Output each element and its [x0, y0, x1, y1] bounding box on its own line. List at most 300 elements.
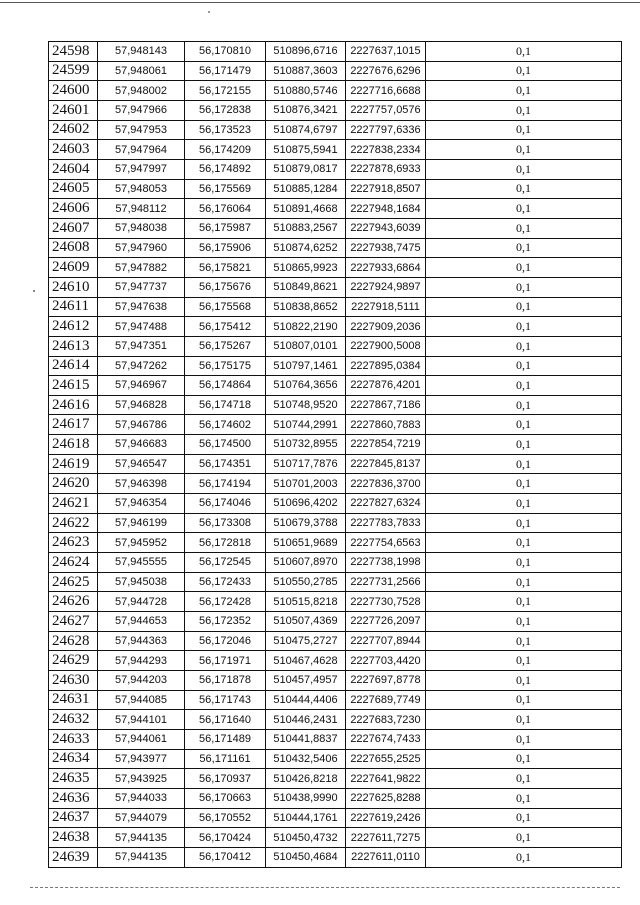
y-coordinate-cell: 2227895,0384 [346, 356, 426, 376]
y-coordinate-cell: 2227918,5111 [346, 297, 426, 317]
latitude-cell: 57,943977 [98, 749, 185, 769]
longitude-cell: 56,172352 [185, 612, 266, 632]
x-coordinate-cell: 510450,4732 [266, 828, 346, 848]
accuracy-cell: 0,1 [426, 494, 622, 514]
longitude-cell: 56,172545 [185, 553, 266, 573]
table-row [49, 199, 622, 219]
point-id-cell: 24615 [49, 376, 98, 396]
table-row [49, 769, 622, 789]
longitude-cell: 56,174718 [185, 395, 266, 415]
x-coordinate-cell: 510457,4957 [266, 671, 346, 691]
latitude-cell: 57,945952 [98, 533, 185, 553]
x-coordinate-cell: 510879,0817 [266, 159, 346, 179]
table-row [49, 808, 622, 828]
table-row [49, 454, 622, 474]
accuracy-cell: 0,1 [426, 808, 622, 828]
accuracy-cell: 0,1 [426, 159, 622, 179]
accuracy-cell: 0,1 [426, 828, 622, 848]
point-id-cell: 24611 [49, 297, 98, 317]
longitude-cell: 56,170663 [185, 788, 266, 808]
point-id-cell: 24609 [49, 258, 98, 278]
x-coordinate-cell: 510467,4628 [266, 651, 346, 671]
y-coordinate-cell: 2227655,2525 [346, 749, 426, 769]
longitude-cell: 56,175987 [185, 218, 266, 238]
longitude-cell: 56,171489 [185, 729, 266, 749]
longitude-cell: 56,175412 [185, 317, 266, 337]
y-coordinate-cell: 2227933,6864 [346, 258, 426, 278]
accuracy-cell: 0,1 [426, 120, 622, 140]
latitude-cell: 57,948038 [98, 218, 185, 238]
latitude-cell: 57,944293 [98, 651, 185, 671]
point-id-cell: 24628 [49, 631, 98, 651]
accuracy-cell: 0,1 [426, 513, 622, 533]
x-coordinate-cell: 510515,8218 [266, 592, 346, 612]
table-row [49, 317, 622, 337]
x-coordinate-cell: 510438,9990 [266, 788, 346, 808]
accuracy-cell: 0,1 [426, 199, 622, 219]
accuracy-cell: 0,1 [426, 769, 622, 789]
latitude-cell: 57,943925 [98, 769, 185, 789]
accuracy-cell: 0,1 [426, 140, 622, 160]
accuracy-cell: 0,1 [426, 297, 622, 317]
y-coordinate-cell: 2227611,0110 [346, 847, 426, 867]
point-id-cell: 24629 [49, 651, 98, 671]
table-row [49, 435, 622, 455]
accuracy-cell: 0,1 [426, 572, 622, 592]
latitude-cell: 57,944033 [98, 788, 185, 808]
latitude-cell: 57,946786 [98, 415, 185, 435]
latitude-cell: 57,944135 [98, 828, 185, 848]
point-id-cell: 24625 [49, 572, 98, 592]
table-row [49, 828, 622, 848]
latitude-cell: 57,948143 [98, 42, 185, 62]
table-row [49, 238, 622, 258]
point-id-cell: 24635 [49, 769, 98, 789]
y-coordinate-cell: 2227845,8137 [346, 454, 426, 474]
y-coordinate-cell: 2227674,7433 [346, 729, 426, 749]
x-coordinate-cell: 510875,5941 [266, 140, 346, 160]
longitude-cell: 56,172818 [185, 533, 266, 553]
longitude-cell: 56,171878 [185, 671, 266, 691]
x-coordinate-cell: 510717,7876 [266, 454, 346, 474]
accuracy-cell: 0,1 [426, 42, 622, 62]
latitude-cell: 57,944363 [98, 631, 185, 651]
accuracy-cell: 0,1 [426, 179, 622, 199]
accuracy-cell: 0,1 [426, 729, 622, 749]
accuracy-cell: 0,1 [426, 376, 622, 396]
x-coordinate-cell: 510849,8621 [266, 277, 346, 297]
table-row [49, 631, 622, 651]
accuracy-cell: 0,1 [426, 788, 622, 808]
y-coordinate-cell: 2227918,8507 [346, 179, 426, 199]
point-id-cell: 24610 [49, 277, 98, 297]
accuracy-cell: 0,1 [426, 218, 622, 238]
table-row [49, 218, 622, 238]
longitude-cell: 56,174351 [185, 454, 266, 474]
x-coordinate-cell: 510679,3788 [266, 513, 346, 533]
accuracy-cell: 0,1 [426, 651, 622, 671]
accuracy-cell: 0,1 [426, 356, 622, 376]
latitude-cell: 57,947351 [98, 336, 185, 356]
x-coordinate-cell: 510807,0101 [266, 336, 346, 356]
longitude-cell: 56,170810 [185, 42, 266, 62]
longitude-cell: 56,174209 [185, 140, 266, 160]
x-coordinate-cell: 510797,1461 [266, 356, 346, 376]
table-row [49, 749, 622, 769]
accuracy-cell: 0,1 [426, 454, 622, 474]
x-coordinate-cell: 510876,3421 [266, 100, 346, 120]
bottom-edge-rule [30, 887, 620, 889]
point-id-cell: 24612 [49, 317, 98, 337]
table-row [49, 788, 622, 808]
point-id-cell: 24599 [49, 61, 98, 81]
longitude-cell: 56,175569 [185, 179, 266, 199]
latitude-cell: 57,946547 [98, 454, 185, 474]
latitude-cell: 57,946683 [98, 435, 185, 455]
longitude-cell: 56,172433 [185, 572, 266, 592]
accuracy-cell: 0,1 [426, 710, 622, 730]
point-id-cell: 24614 [49, 356, 98, 376]
longitude-cell: 56,172046 [185, 631, 266, 651]
table-row [49, 671, 622, 691]
latitude-cell: 57,944085 [98, 690, 185, 710]
table-row [49, 297, 622, 317]
point-id-cell: 24624 [49, 553, 98, 573]
point-id-cell: 24616 [49, 395, 98, 415]
x-coordinate-cell: 510865,9923 [266, 258, 346, 278]
y-coordinate-cell: 2227697,8778 [346, 671, 426, 691]
y-coordinate-cell: 2227731,2566 [346, 572, 426, 592]
latitude-cell: 57,948112 [98, 199, 185, 219]
table-row [49, 474, 622, 494]
latitude-cell: 57,944135 [98, 847, 185, 867]
longitude-cell: 56,173308 [185, 513, 266, 533]
y-coordinate-cell: 2227716,6688 [346, 81, 426, 101]
x-coordinate-cell: 510651,9689 [266, 533, 346, 553]
table-row [49, 159, 622, 179]
y-coordinate-cell: 2227754,6563 [346, 533, 426, 553]
accuracy-cell: 0,1 [426, 100, 622, 120]
table-row [49, 100, 622, 120]
table-row [49, 533, 622, 553]
point-id-cell: 24627 [49, 612, 98, 632]
accuracy-cell: 0,1 [426, 81, 622, 101]
point-id-cell: 24604 [49, 159, 98, 179]
point-id-cell: 24600 [49, 81, 98, 101]
y-coordinate-cell: 2227838,2334 [346, 140, 426, 160]
y-coordinate-cell: 2227948,1684 [346, 199, 426, 219]
table-row [49, 690, 622, 710]
y-coordinate-cell: 2227783,7833 [346, 513, 426, 533]
longitude-cell: 56,171971 [185, 651, 266, 671]
point-id-cell: 24623 [49, 533, 98, 553]
longitude-cell: 56,170412 [185, 847, 266, 867]
table-row [49, 572, 622, 592]
coordinates-table [48, 41, 622, 868]
point-id-cell: 24630 [49, 671, 98, 691]
y-coordinate-cell: 2227909,2036 [346, 317, 426, 337]
x-coordinate-cell: 510838,8652 [266, 297, 346, 317]
table-row [49, 258, 622, 278]
point-id-cell: 24632 [49, 710, 98, 730]
longitude-cell: 56,171161 [185, 749, 266, 769]
accuracy-cell: 0,1 [426, 61, 622, 81]
table-row [49, 42, 622, 62]
table-row [49, 120, 622, 140]
latitude-cell: 57,944653 [98, 612, 185, 632]
latitude-cell: 57,947964 [98, 140, 185, 160]
y-coordinate-cell: 2227730,7528 [346, 592, 426, 612]
table-row [49, 651, 622, 671]
latitude-cell: 57,946967 [98, 376, 185, 396]
point-id-cell: 24618 [49, 435, 98, 455]
table-row [49, 729, 622, 749]
table-row [49, 81, 622, 101]
point-id-cell: 24603 [49, 140, 98, 160]
latitude-cell: 57,944101 [98, 710, 185, 730]
latitude-cell: 57,946398 [98, 474, 185, 494]
y-coordinate-cell: 2227867,7186 [346, 395, 426, 415]
y-coordinate-cell: 2227611,7275 [346, 828, 426, 848]
y-coordinate-cell: 2227924,9897 [346, 277, 426, 297]
table-body [49, 42, 622, 868]
point-id-cell: 24607 [49, 218, 98, 238]
y-coordinate-cell: 2227827,6324 [346, 494, 426, 514]
point-id-cell: 24620 [49, 474, 98, 494]
x-coordinate-cell: 510822,2190 [266, 317, 346, 337]
point-id-cell: 24634 [49, 749, 98, 769]
table-row [49, 336, 622, 356]
accuracy-cell: 0,1 [426, 533, 622, 553]
longitude-cell: 56,174864 [185, 376, 266, 396]
longitude-cell: 56,175821 [185, 258, 266, 278]
longitude-cell: 56,171743 [185, 690, 266, 710]
y-coordinate-cell: 2227683,7230 [346, 710, 426, 730]
latitude-cell: 57,947638 [98, 297, 185, 317]
x-coordinate-cell: 510885,1284 [266, 179, 346, 199]
y-coordinate-cell: 2227625,8288 [346, 788, 426, 808]
point-id-cell: 24601 [49, 100, 98, 120]
longitude-cell: 56,175568 [185, 297, 266, 317]
longitude-cell: 56,174194 [185, 474, 266, 494]
table-row [49, 61, 622, 81]
longitude-cell: 56,170552 [185, 808, 266, 828]
x-coordinate-cell: 510441,8837 [266, 729, 346, 749]
longitude-cell: 56,175267 [185, 336, 266, 356]
accuracy-cell: 0,1 [426, 553, 622, 573]
latitude-cell: 57,945038 [98, 572, 185, 592]
point-id-cell: 24631 [49, 690, 98, 710]
accuracy-cell: 0,1 [426, 317, 622, 337]
latitude-cell: 57,946199 [98, 513, 185, 533]
point-id-cell: 24602 [49, 120, 98, 140]
latitude-cell: 57,946354 [98, 494, 185, 514]
longitude-cell: 56,176064 [185, 199, 266, 219]
latitude-cell: 57,947966 [98, 100, 185, 120]
longitude-cell: 56,172428 [185, 592, 266, 612]
y-coordinate-cell: 2227689,7749 [346, 690, 426, 710]
x-coordinate-cell: 510896,6716 [266, 42, 346, 62]
table-row [49, 356, 622, 376]
point-id-cell: 24638 [49, 828, 98, 848]
longitude-cell: 56,174602 [185, 415, 266, 435]
x-coordinate-cell: 510444,1761 [266, 808, 346, 828]
x-coordinate-cell: 510426,8218 [266, 769, 346, 789]
x-coordinate-cell: 510764,3656 [266, 376, 346, 396]
latitude-cell: 57,944728 [98, 592, 185, 612]
y-coordinate-cell: 2227676,6296 [346, 61, 426, 81]
x-coordinate-cell: 510874,6252 [266, 238, 346, 258]
latitude-cell: 57,947997 [98, 159, 185, 179]
latitude-cell: 57,944061 [98, 729, 185, 749]
longitude-cell: 56,170424 [185, 828, 266, 848]
table-row [49, 494, 622, 514]
x-coordinate-cell: 510744,2991 [266, 415, 346, 435]
point-id-cell: 24613 [49, 336, 98, 356]
accuracy-cell: 0,1 [426, 592, 622, 612]
accuracy-cell: 0,1 [426, 690, 622, 710]
latitude-cell: 57,944079 [98, 808, 185, 828]
x-coordinate-cell: 510507,4369 [266, 612, 346, 632]
longitude-cell: 56,170937 [185, 769, 266, 789]
longitude-cell: 56,175175 [185, 356, 266, 376]
longitude-cell: 56,174046 [185, 494, 266, 514]
longitude-cell: 56,172155 [185, 81, 266, 101]
table-row [49, 140, 622, 160]
accuracy-cell: 0,1 [426, 631, 622, 651]
y-coordinate-cell: 2227703,4420 [346, 651, 426, 671]
accuracy-cell: 0,1 [426, 277, 622, 297]
point-id-cell: 24617 [49, 415, 98, 435]
x-coordinate-cell: 510607,8970 [266, 553, 346, 573]
y-coordinate-cell: 2227637,1015 [346, 42, 426, 62]
latitude-cell: 57,947882 [98, 258, 185, 278]
y-coordinate-cell: 2227836,3700 [346, 474, 426, 494]
longitude-cell: 56,172838 [185, 100, 266, 120]
x-coordinate-cell: 510883,2567 [266, 218, 346, 238]
y-coordinate-cell: 2227860,7883 [346, 415, 426, 435]
table-row [49, 710, 622, 730]
x-coordinate-cell: 510748,9520 [266, 395, 346, 415]
accuracy-cell: 0,1 [426, 435, 622, 455]
longitude-cell: 56,171640 [185, 710, 266, 730]
y-coordinate-cell: 2227619,2426 [346, 808, 426, 828]
x-coordinate-cell: 510880,5746 [266, 81, 346, 101]
accuracy-cell: 0,1 [426, 671, 622, 691]
longitude-cell: 56,174500 [185, 435, 266, 455]
latitude-cell: 57,946828 [98, 395, 185, 415]
latitude-cell: 57,948061 [98, 61, 185, 81]
point-id-cell: 24598 [49, 42, 98, 62]
table-row [49, 395, 622, 415]
y-coordinate-cell: 2227738,1998 [346, 553, 426, 573]
point-id-cell: 24605 [49, 179, 98, 199]
x-coordinate-cell: 510696,4202 [266, 494, 346, 514]
point-id-cell: 24621 [49, 494, 98, 514]
scan-speck [208, 11, 210, 13]
table-row [49, 513, 622, 533]
accuracy-cell: 0,1 [426, 612, 622, 632]
point-id-cell: 24608 [49, 238, 98, 258]
y-coordinate-cell: 2227943,6039 [346, 218, 426, 238]
table-row [49, 179, 622, 199]
accuracy-cell: 0,1 [426, 415, 622, 435]
latitude-cell: 57,944203 [98, 671, 185, 691]
top-edge-rule [0, 2, 640, 3]
x-coordinate-cell: 510432,5406 [266, 749, 346, 769]
x-coordinate-cell: 510887,3603 [266, 61, 346, 81]
table-row [49, 415, 622, 435]
x-coordinate-cell: 510550,2785 [266, 572, 346, 592]
latitude-cell: 57,945555 [98, 553, 185, 573]
latitude-cell: 57,947960 [98, 238, 185, 258]
y-coordinate-cell: 2227797,6336 [346, 120, 426, 140]
longitude-cell: 56,173523 [185, 120, 266, 140]
table-row [49, 847, 622, 867]
table-row [49, 612, 622, 632]
longitude-cell: 56,175676 [185, 277, 266, 297]
x-coordinate-cell: 510475,2727 [266, 631, 346, 651]
y-coordinate-cell: 2227641,9822 [346, 769, 426, 789]
y-coordinate-cell: 2227900,5008 [346, 336, 426, 356]
x-coordinate-cell: 510446,2431 [266, 710, 346, 730]
x-coordinate-cell: 510874,6797 [266, 120, 346, 140]
x-coordinate-cell: 510450,4684 [266, 847, 346, 867]
accuracy-cell: 0,1 [426, 474, 622, 494]
table-row [49, 592, 622, 612]
latitude-cell: 57,948053 [98, 179, 185, 199]
longitude-cell: 56,174892 [185, 159, 266, 179]
latitude-cell: 57,947262 [98, 356, 185, 376]
y-coordinate-cell: 2227938,7475 [346, 238, 426, 258]
accuracy-cell: 0,1 [426, 749, 622, 769]
latitude-cell: 57,947953 [98, 120, 185, 140]
y-coordinate-cell: 2227707,8944 [346, 631, 426, 651]
longitude-cell: 56,171479 [185, 61, 266, 81]
accuracy-cell: 0,1 [426, 336, 622, 356]
x-coordinate-cell: 510444,4406 [266, 690, 346, 710]
point-id-cell: 24637 [49, 808, 98, 828]
x-coordinate-cell: 510891,4668 [266, 199, 346, 219]
point-id-cell: 24633 [49, 729, 98, 749]
point-id-cell: 24619 [49, 454, 98, 474]
accuracy-cell: 0,1 [426, 395, 622, 415]
y-coordinate-cell: 2227854,7219 [346, 435, 426, 455]
latitude-cell: 57,947737 [98, 277, 185, 297]
y-coordinate-cell: 2227757,0576 [346, 100, 426, 120]
point-id-cell: 24639 [49, 847, 98, 867]
table-row [49, 553, 622, 573]
accuracy-cell: 0,1 [426, 238, 622, 258]
point-id-cell: 24626 [49, 592, 98, 612]
point-id-cell: 24606 [49, 199, 98, 219]
latitude-cell: 57,947488 [98, 317, 185, 337]
y-coordinate-cell: 2227876,4201 [346, 376, 426, 396]
table-row [49, 376, 622, 396]
latitude-cell: 57,948002 [98, 81, 185, 101]
x-coordinate-cell: 510732,8955 [266, 435, 346, 455]
scan-speck [33, 290, 35, 292]
point-id-cell: 24622 [49, 513, 98, 533]
point-id-cell: 24636 [49, 788, 98, 808]
y-coordinate-cell: 2227878,6933 [346, 159, 426, 179]
longitude-cell: 56,175906 [185, 238, 266, 258]
y-coordinate-cell: 2227726,2097 [346, 612, 426, 632]
x-coordinate-cell: 510701,2003 [266, 474, 346, 494]
table-row [49, 277, 622, 297]
accuracy-cell: 0,1 [426, 847, 622, 867]
accuracy-cell: 0,1 [426, 258, 622, 278]
